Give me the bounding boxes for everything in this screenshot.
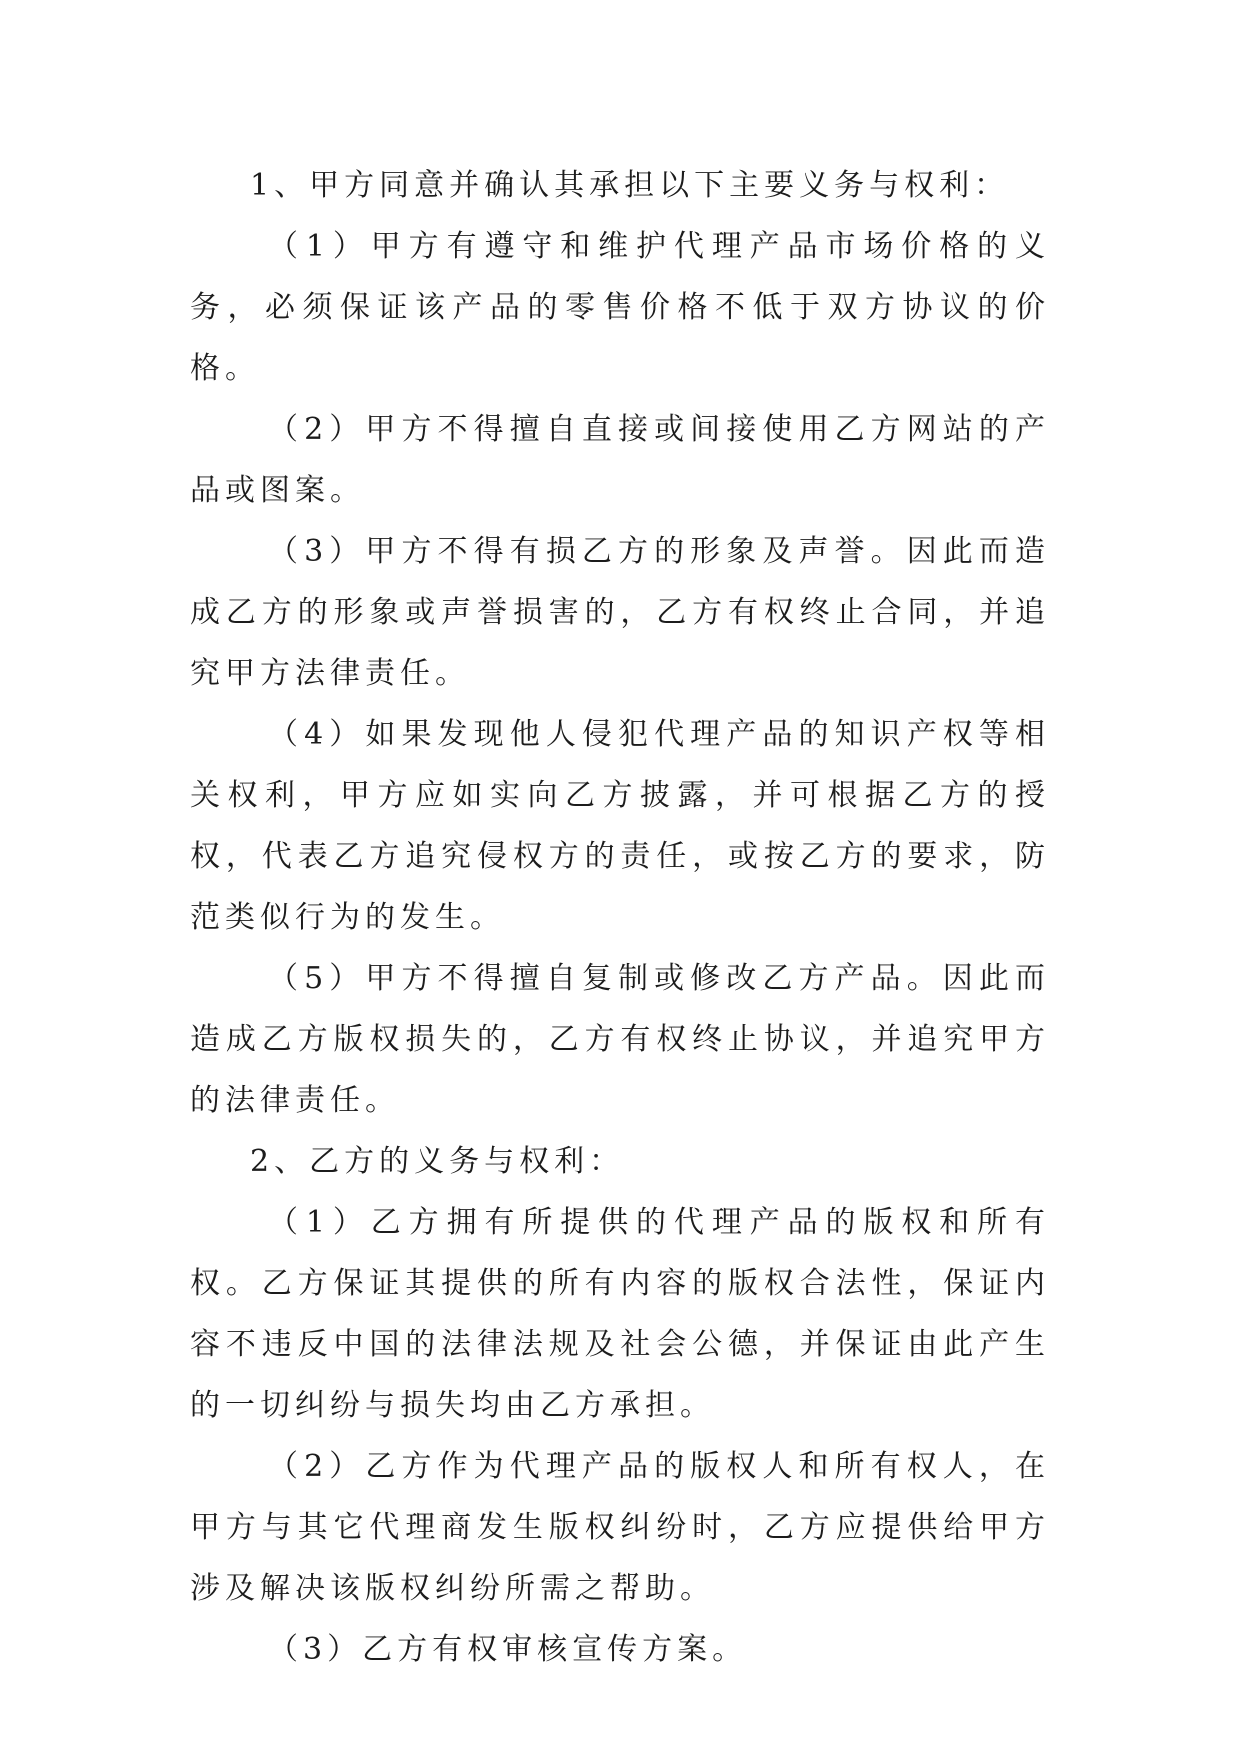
- party-a-clause-4: （4）如果发现他人侵犯代理产品的知识产权等相关权利，甲方应如实向乙方披露，并可根据乙方的授权，代表乙方追究侵权方的责任，或按乙方的要求，防范类似行为的发生。: [190, 717, 1050, 935]
- document-body: [190, 155, 1050, 1680]
- party-a-clause-2: （2）甲方不得擅自直接或间接使用乙方网站的产品或图案。: [190, 412, 1050, 508]
- party-b-clause-3: （3）乙方有权审核宣传方案。: [268, 1632, 748, 1667]
- party-a-clause-5: （5）甲方不得擅自复制或修改乙方产品。因此而造成乙方版权损失的，乙方有权终止协议，并追究甲方的法律责任。: [190, 961, 1050, 1118]
- section-2-heading: 2、乙方的义务与权利：: [250, 1144, 625, 1179]
- party-b-clause-2: （2）乙方作为代理产品的版权人和所有权人，在甲方与其它代理商发生版权纠纷时，乙方应提供给甲方涉及解决该版权纠纷所需之帮助。: [190, 1449, 1050, 1606]
- section-1-heading: 1、甲方同意并确认其承担以下主要义务与权利：: [250, 168, 1010, 203]
- party-a-clause-3: （3）甲方不得有损乙方的形象及声誉。因此而造成乙方的形象或声誉损害的，乙方有权终止合同，并追究甲方法律责任。: [190, 534, 1050, 691]
- party-a-clause-1: （1）甲方有遵守和维护代理产品市场价格的义务，必须保证该产品的零售价格不低于双方协议的价格。: [190, 229, 1050, 386]
- party-b-clause-1: （1）乙方拥有所提供的代理产品的版权和所有权。乙方保证其提供的所有内容的版权合法性，保证内容不违反中国的法律法规及社会公德，并保证由此产生的一切纠纷与损失均由乙方承担。: [190, 1205, 1050, 1423]
